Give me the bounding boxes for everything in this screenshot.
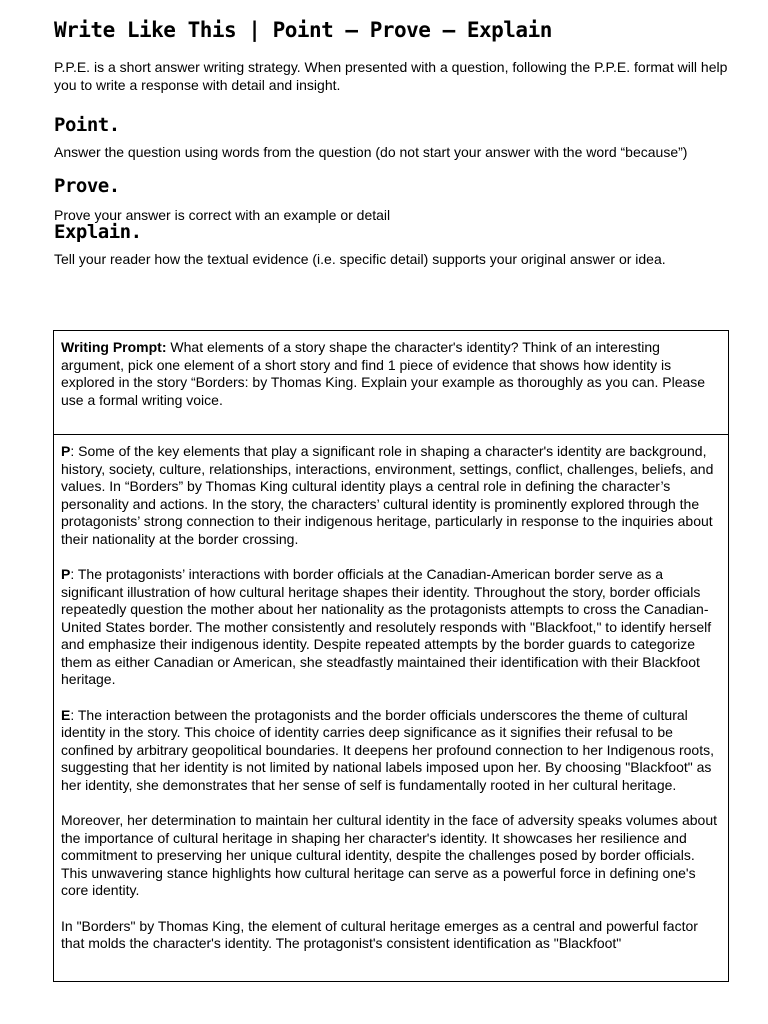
answer-paragraph-point bbox=[61, 443, 721, 548]
paragraph-text: : Some of the key elements that play a significant role in shaping a character's identity are background, history, society, culture, relationships, interactions, environment, settings, conflict, challenges, beliefs, and values. In “Borders” by Thomas King cultural identity plays a central role in defining the character’s personality and actions. In the story, the characters’ cultural identity is prominently explored through the protagonists’ strong connection to their indigenous heritage, particularly in response to the inquiries about their nationality at the border crossing. bbox=[61, 443, 714, 547]
paragraph-text: : The interaction between the protagonists and the border officials underscores the theme of cultural identity in the story. This choice of identity carries deep significance as it signifies their refusal to be confined by arbitrary geopolitical boundaries. It deepens her profound connection to her Indigenous roots, suggesting that her identity is not limited by national labels imposed upon her. By choosing "Blackfoot" as her identity, she demonstrates that her sense of self is fundamentally rooted in her cultural heritage. bbox=[61, 706, 714, 793]
answer-paragraph-conclusion bbox=[61, 918, 721, 953]
section-text-prove: Prove your answer is correct with an example or detail bbox=[54, 207, 391, 223]
writing-prompt-cell bbox=[54, 331, 728, 435]
section-heading-prove: Prove. bbox=[54, 175, 120, 197]
section-text-point: Answer the question using words from the question (do not start your answer with the word “because”) bbox=[54, 144, 688, 160]
answer-cell bbox=[54, 435, 728, 971]
answer-paragraph-moreover bbox=[61, 812, 721, 900]
paragraph-text: In "Borders" by Thomas King, the element of cultural heritage emerges as a central and powerful factor that molds the character's identity. The protagonist's consistent identification as "Blackfoot" bbox=[61, 917, 698, 951]
prompt-answer-table bbox=[53, 330, 729, 982]
page-title: Write Like This | Point – Prove – Explain bbox=[54, 18, 552, 42]
writing-prompt-text: What elements of a story shape the character's identity? Think of an interesting argument, pick one element of a short story and find 1 piece of evidence that shows how identity is explored in the story “Borders: by Thomas King. Explain your example as thoroughly as you can. Please use a formal writing voice. bbox=[61, 339, 706, 408]
writing-prompt-label: Writing Prompt: bbox=[61, 339, 167, 355]
intro-text: P.P.E. is a short answer writing strategy. When presented with a question, following the P.P.E. format will help you to write a response with detail and insight. bbox=[54, 59, 728, 93]
section-heading-point: Point. bbox=[54, 114, 120, 136]
paragraph-label: P bbox=[61, 443, 71, 459]
section-text-explain: Tell your reader how the textual evidence (i.e. specific detail) supports your original answer or idea. bbox=[54, 251, 666, 267]
answer-paragraph-explain bbox=[61, 707, 721, 795]
paragraph-label: P bbox=[61, 566, 71, 582]
answer-paragraph-prove bbox=[61, 566, 721, 689]
paragraph-text: : The protagonists’ interactions with border officials at the Canadian-American border serve as a significant illustration of how cultural heritage shapes their identity. Throughout the story, border officials repeatedly question the mother about her nationality as the protagonists attempts to cross the Canadian-United States border. The mother consistently and resolutely responds with "Blackfoot," to identify herself and emphasize their indigenous identity. Despite repeated attempts by the border guards to categorize them as either Canadian or American, she steadfastly maintained their identification with their Blackfoot heritage. bbox=[61, 566, 712, 687]
paragraph-label: E bbox=[61, 706, 71, 723]
section-heading-explain: Explain. bbox=[54, 221, 142, 243]
paragraph-text: Moreover, her determination to maintain her cultural identity in the face of adversity speaks volumes about the importance of cultural heritage in shaping her character's identity. It showcases her resilience and commitment to preserving her unique cultural identity, despite the challenges posed by border officials. This unwavering stance highlights how cultural heritage can serve as a powerful force in defining one's core identity. bbox=[61, 812, 718, 898]
